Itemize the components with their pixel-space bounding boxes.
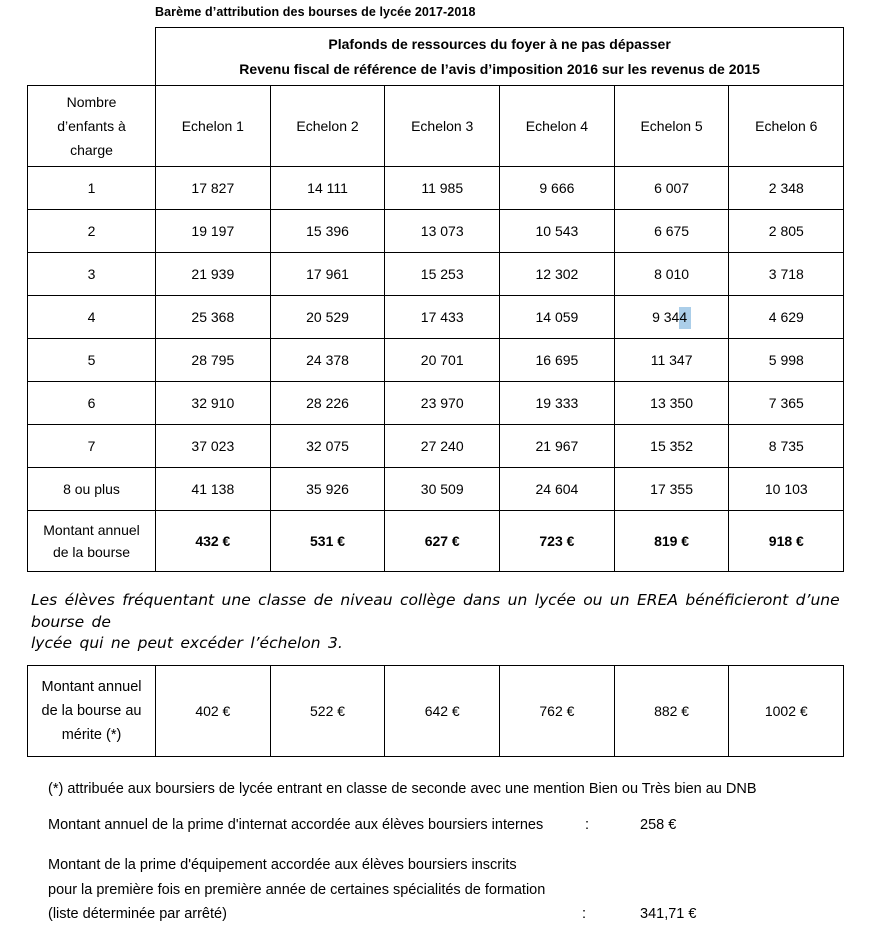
value-cell: 14 059	[500, 296, 615, 339]
value-cell: 37 023	[156, 425, 271, 468]
note-line: Les élèves fréquentant une classe de niveau collège dans un lycée ou un EREA bénéficieront d’une bourse de	[31, 591, 840, 631]
value-cell: 41 138	[156, 468, 271, 511]
table-row	[28, 339, 844, 382]
corner-line: Nombre	[66, 94, 117, 110]
value-cell: 17 433	[385, 296, 500, 339]
equipment-footnote	[48, 853, 848, 933]
banner-line2: Revenu fiscal de référence de l’avis d’imposition 2016 sur les revenus de 2015	[239, 60, 760, 77]
page-title: Barème d’attribution des bourses de lycée 2017-2018	[155, 5, 476, 19]
row-label: 1	[28, 167, 156, 210]
table-row	[28, 167, 844, 210]
value-cell: 5 998	[729, 339, 844, 382]
value-cell: 32 910	[156, 382, 271, 425]
row-label: 6	[28, 382, 156, 425]
value-cell: 32 075	[270, 425, 385, 468]
value-cell: 15 396	[270, 210, 385, 253]
value-cell: 14 111	[270, 167, 385, 210]
value-cell: 20 529	[270, 296, 385, 339]
blank-corner	[28, 28, 156, 86]
value-cell: 2 805	[729, 210, 844, 253]
value-cell: 17 355	[614, 468, 729, 511]
equipment-amount: 341,71 €	[640, 906, 697, 922]
merit-label-line: Montant annuel	[41, 679, 142, 695]
merit-table	[27, 665, 844, 757]
value-cell: 11 985	[385, 167, 500, 210]
value-cell: 24 378	[270, 339, 385, 382]
value-cell: 35 926	[270, 468, 385, 511]
value-cell: 30 509	[385, 468, 500, 511]
table-row	[28, 210, 844, 253]
value-cell: 19 197	[156, 210, 271, 253]
value-cell: 6 007	[614, 167, 729, 210]
value-cell: 10 103	[729, 468, 844, 511]
row-label: 3	[28, 253, 156, 296]
selection-highlight: 4	[679, 307, 691, 329]
amount-label-line: Montant annuel	[43, 522, 140, 538]
table-header-banner-row	[28, 28, 844, 86]
merit-amount-cell: 762 €	[500, 666, 615, 757]
internat-amount: 258 €	[640, 817, 677, 833]
value-cell: 11 347	[614, 339, 729, 382]
table-banner	[156, 28, 844, 86]
value-cell: 13 350	[614, 382, 729, 425]
value-cell: 28 795	[156, 339, 271, 382]
college-note	[31, 590, 892, 655]
internat-footnote	[48, 813, 848, 833]
table-row	[28, 296, 844, 339]
value-cell: 15 253	[385, 253, 500, 296]
value-cell: 21 967	[500, 425, 615, 468]
amount-row-label	[28, 511, 156, 572]
internat-label: Montant annuel de la prime d'internat accordée aux élèves boursiers internes	[48, 817, 544, 833]
column-header: Echelon 5	[614, 86, 729, 167]
merit-amount-cell: 402 €	[156, 666, 271, 757]
merit-amount-cell: 522 €	[270, 666, 385, 757]
table-row	[28, 468, 844, 511]
column-header-row	[28, 86, 844, 167]
internat-colon: :	[585, 817, 590, 833]
row-label: 2	[28, 210, 156, 253]
merit-amount-cell: 1002 €	[729, 666, 844, 757]
bourse-table	[27, 27, 844, 572]
value-cell: 7 365	[729, 382, 844, 425]
amount-cell: 627 €	[385, 511, 500, 572]
value-cell: 27 240	[385, 425, 500, 468]
amount-cell: 432 €	[156, 511, 271, 572]
table-row	[28, 382, 844, 425]
value-cell: 19 333	[500, 382, 615, 425]
amount-cell: 819 €	[614, 511, 729, 572]
amount-cell: 531 €	[270, 511, 385, 572]
corner-header	[28, 86, 156, 167]
corner-line: d’enfants à	[57, 118, 126, 134]
amount-label-line: de la bourse	[52, 544, 131, 560]
merit-row-label	[28, 666, 156, 757]
value-cell: 8 735	[729, 425, 844, 468]
value-cell: 24 604	[500, 468, 615, 511]
value-cell: 25 368	[156, 296, 271, 339]
table-row	[28, 425, 844, 468]
value-cell: 4 629	[729, 296, 844, 339]
value-cell: 9 666	[500, 167, 615, 210]
merit-amount-cell: 882 €	[614, 666, 729, 757]
value-cell: 20 701	[385, 339, 500, 382]
value-cell: 17 961	[270, 253, 385, 296]
value-cell: 3 718	[729, 253, 844, 296]
value-cell: 13 073	[385, 210, 500, 253]
equipment-line: Montant de la prime d'équipement accordée aux élèves boursiers inscrits	[48, 857, 517, 873]
amount-cell: 723 €	[500, 511, 615, 572]
value-cell: 21 939	[156, 253, 271, 296]
row-label: 8 ou plus	[28, 468, 156, 511]
equipment-colon: :	[582, 906, 587, 922]
row-label: 5	[28, 339, 156, 382]
value-cell: 6 675	[614, 210, 729, 253]
value-cell: 2 348	[729, 167, 844, 210]
column-header: Echelon 3	[385, 86, 500, 167]
value-cell: 16 695	[500, 339, 615, 382]
equipment-line: (liste déterminée par arrêté)	[48, 906, 227, 922]
value-cell: 28 226	[270, 382, 385, 425]
merit-label-line: mérite (*)	[61, 727, 122, 743]
asterisk-footnote: (*) attribuée aux boursiers de lycée entrant en classe de seconde avec une mention Bien ou Très bien au DNB	[48, 781, 757, 797]
row-label: 7	[28, 425, 156, 468]
merit-row	[28, 666, 844, 757]
value-cell: 8 010	[614, 253, 729, 296]
value-cell: 12 302	[500, 253, 615, 296]
equipment-line: pour la première fois en première année de certaines spécialités de formation	[48, 881, 546, 898]
table-row	[28, 253, 844, 296]
row-label: 4	[28, 296, 156, 339]
column-header: Echelon 6	[729, 86, 844, 167]
amount-row	[28, 511, 844, 572]
column-header: Echelon 4	[500, 86, 615, 167]
value-cell: 10 543	[500, 210, 615, 253]
column-header: Echelon 2	[270, 86, 385, 167]
corner-line: charge	[70, 142, 113, 158]
value-cell: 15 352	[614, 425, 729, 468]
value-cell: 23 970	[385, 382, 500, 425]
value-cell: 17 827	[156, 167, 271, 210]
banner-line1: Plafonds de ressources du foyer à ne pas dépasser	[328, 35, 671, 52]
merit-label-line: de la bourse au	[41, 703, 142, 719]
value-cell: 9 344	[614, 296, 729, 339]
note-line: lycée qui ne peut excéder l’échelon 3.	[31, 634, 343, 652]
column-header: Echelon 1	[156, 86, 271, 167]
amount-cell: 918 €	[729, 511, 844, 572]
merit-amount-cell: 642 €	[385, 666, 500, 757]
